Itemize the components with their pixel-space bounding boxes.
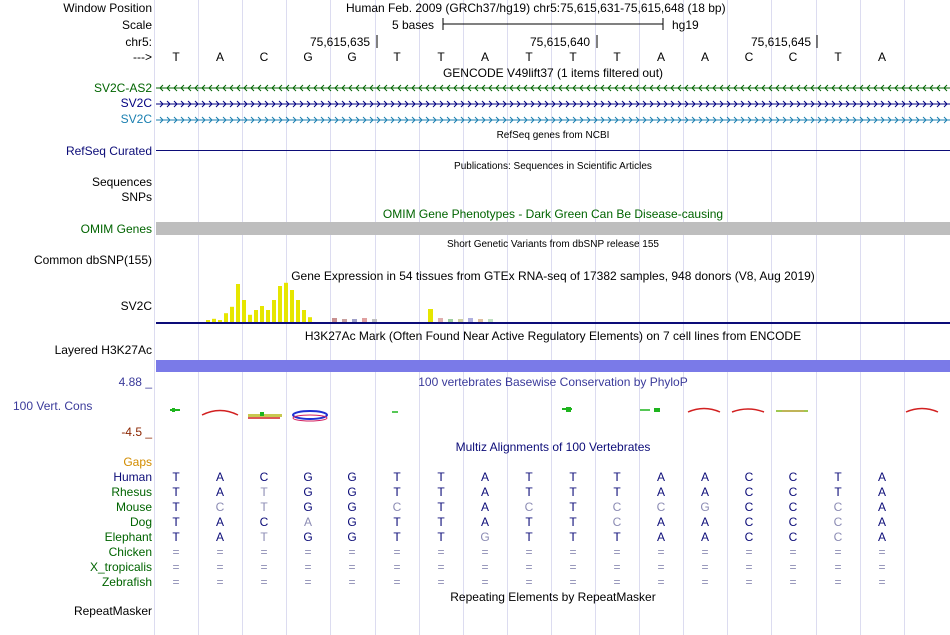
alignment-base: C <box>215 500 225 514</box>
alignment-base: A <box>700 515 709 529</box>
alignment-base: C <box>833 530 843 544</box>
alignment-base: C <box>259 515 269 529</box>
alignment-base: T <box>525 485 533 499</box>
alignment-base: = <box>525 575 533 589</box>
scale-label: Scale <box>121 18 152 32</box>
species-label[interactable]: X_tropicalis <box>89 560 152 574</box>
alignment-base: = <box>348 575 356 589</box>
gtex-title: Gene Expression in 54 tissues from GTEx RNA-seq of 17382 samples, 948 donors (V8, Aug 2019) <box>291 269 815 283</box>
alignment-base: = <box>304 560 312 574</box>
reference-base: T <box>172 50 180 64</box>
species-label[interactable]: Elephant <box>104 530 152 544</box>
alignment-base: = <box>878 545 886 559</box>
gaps-label[interactable]: Gaps <box>123 455 152 469</box>
gtex-bar-minor <box>468 318 473 322</box>
alignment-base: G <box>480 530 490 544</box>
alignment-base: C <box>744 470 754 484</box>
coord-ticks <box>0 0 950 50</box>
alignment-base: T <box>393 470 401 484</box>
alignment-base: = <box>569 545 577 559</box>
alignment-base: A <box>877 515 886 529</box>
reference-base: C <box>744 50 754 64</box>
gtex-bar <box>272 300 276 322</box>
alignment-base: C <box>612 500 622 514</box>
alignment-base: T <box>172 470 180 484</box>
alignment-base: = <box>481 575 489 589</box>
alignment-base: T <box>613 530 621 544</box>
species-label[interactable]: Chicken <box>108 545 152 559</box>
alignment-base: T <box>569 515 577 529</box>
phylop-title: 100 vertebrates Basewise Conservation by PhyloP <box>418 375 688 389</box>
reference-base: T <box>393 50 401 64</box>
phylop-max: 4.88 _ <box>118 375 152 389</box>
alignment-base: T <box>260 530 268 544</box>
alignment-base: A <box>700 485 709 499</box>
phylop-min: -4.5 _ <box>121 425 152 439</box>
alignment-base: = <box>878 575 886 589</box>
alignment-base: = <box>613 560 621 574</box>
alignment-base: A <box>656 470 665 484</box>
scale-value: 5 bases <box>392 18 435 32</box>
alignment-base: A <box>215 470 224 484</box>
alignment-base: = <box>613 575 621 589</box>
window-position-value[interactable]: Human Feb. 2009 (GRCh37/hg19) chr5:75,615,631-75,615,648 (18 bp) <box>346 1 726 15</box>
alignment-base: T <box>172 485 180 499</box>
alignment-base: = <box>789 545 797 559</box>
gtex-bar <box>218 320 222 322</box>
alignment-base: T <box>569 530 577 544</box>
alignment-base: = <box>657 575 665 589</box>
reference-base: A <box>877 50 886 64</box>
gencode-title: GENCODE V49lift37 (1 items filtered out) <box>442 66 664 80</box>
reference-base: T <box>834 50 842 64</box>
alignment-base: G <box>303 530 313 544</box>
alignment-base: = <box>481 545 489 559</box>
reference-base: C <box>259 50 269 64</box>
alignment-base: = <box>260 560 268 574</box>
alignment-base: = <box>613 545 621 559</box>
publications-sequences-label[interactable]: Sequences <box>91 175 152 189</box>
reference-base: A <box>700 50 709 64</box>
alignment-base: T <box>569 485 577 499</box>
alignment-base: = <box>348 560 356 574</box>
alignment-base: = <box>701 575 709 589</box>
gtex-bar-minor <box>362 318 367 322</box>
dbsnp-title: Short Genetic Variants from dbSNP release 155 <box>447 239 659 250</box>
gtex-bar <box>302 310 306 322</box>
gtex-bar <box>248 315 252 322</box>
omim-title: OMIM Gene Phenotypes - Dark Green Can Be Disease-causing <box>382 207 724 221</box>
alignment-base: = <box>745 575 753 589</box>
gtex-bar-minor <box>478 319 483 322</box>
omim-bar[interactable] <box>156 222 950 235</box>
alignment-base: = <box>304 575 312 589</box>
alignment-base: T <box>437 485 445 499</box>
reference-base: T <box>569 50 577 64</box>
alignment-base: = <box>481 560 489 574</box>
reference-base: T <box>613 50 621 64</box>
phylop-signal[interactable] <box>156 402 950 422</box>
alignment-base: T <box>172 500 180 514</box>
gtex-bar <box>242 300 246 322</box>
alignment-base: = <box>569 575 577 589</box>
gtex-bar <box>260 306 264 322</box>
alignment-base: T <box>613 470 621 484</box>
alignment-base: T <box>260 500 268 514</box>
gtex-bar-minor <box>352 319 357 322</box>
alignment-base: G <box>303 470 313 484</box>
reference-base: A <box>656 50 665 64</box>
reference-base: T <box>437 50 445 64</box>
alignment-base: A <box>877 485 886 499</box>
alignment-base: = <box>437 575 445 589</box>
alignment-base: A <box>480 500 489 514</box>
alignment-base: T <box>393 515 401 529</box>
alignment-base: A <box>480 515 489 529</box>
repeatmasker-label[interactable]: RepeatMasker <box>73 604 152 618</box>
alignment-base: A <box>700 530 709 544</box>
species-label[interactable]: Rhesus <box>111 485 152 499</box>
gtex-bar-minor <box>332 318 337 322</box>
gencode-item-sv2c-as2[interactable]: SV2C-AS2 <box>93 81 152 95</box>
window-position-label: Window Position <box>63 1 152 15</box>
alignment-base: T <box>613 485 621 499</box>
alignment-base: C <box>259 470 269 484</box>
alignment-base: = <box>260 575 268 589</box>
reference-base: G <box>347 50 357 64</box>
alignment-base: A <box>656 530 665 544</box>
alignment-base: C <box>744 500 754 514</box>
gtex-bar <box>308 317 312 322</box>
coord-1: 75,615,635 <box>310 35 371 49</box>
gtex-bar-minor <box>488 319 493 322</box>
alignment-base: C <box>788 470 798 484</box>
alignment-base: = <box>260 545 268 559</box>
alignment-base: G <box>347 485 357 499</box>
chrom-label: chr5: <box>125 35 152 49</box>
alignment-base: = <box>348 545 356 559</box>
gtex-bar-minor <box>438 318 443 322</box>
alignment-base: C <box>833 500 843 514</box>
alignment-base: = <box>216 560 224 574</box>
reference-base: T <box>525 50 533 64</box>
alignment-base: A <box>656 515 665 529</box>
alignment-base: A <box>877 500 886 514</box>
alignment-base: T <box>393 530 401 544</box>
gtex-bar <box>206 320 210 322</box>
scale-assembly: hg19 <box>672 18 699 32</box>
alignment-base: = <box>657 560 665 574</box>
alignment-base: T <box>834 470 842 484</box>
alignment-base: T <box>437 470 445 484</box>
h3k27ac-bar[interactable] <box>156 360 950 372</box>
alignment-base: = <box>878 560 886 574</box>
omim-label[interactable]: OMIM Genes <box>80 222 152 236</box>
publications-snps-label[interactable]: SNPs <box>121 190 152 204</box>
gtex-bar <box>224 313 228 322</box>
alignment-base: G <box>347 530 357 544</box>
gencode-gene-lines[interactable] <box>156 80 950 125</box>
alignment-base: = <box>657 545 665 559</box>
alignment-base: A <box>700 470 709 484</box>
alignment-base: G <box>347 515 357 529</box>
alignment-base: T <box>437 515 445 529</box>
alignment-base: T <box>569 500 577 514</box>
alignment-base: T <box>172 515 180 529</box>
reference-base: A <box>215 50 224 64</box>
alignment-base: = <box>172 545 180 559</box>
alignment-base: T <box>172 530 180 544</box>
alignment-base: = <box>172 575 180 589</box>
alignment-base: = <box>745 560 753 574</box>
alignment-base: = <box>789 560 797 574</box>
alignment-base: A <box>215 515 224 529</box>
gridline <box>154 0 155 635</box>
alignment-base: T <box>525 515 533 529</box>
reference-base: A <box>480 50 489 64</box>
alignment-base: A <box>656 485 665 499</box>
alignment-base: = <box>393 545 401 559</box>
alignment-base: A <box>215 485 224 499</box>
refseq-label[interactable]: RefSeq Curated <box>65 144 152 158</box>
dbsnp-label[interactable]: Common dbSNP(155) <box>33 253 152 267</box>
gtex-bar <box>284 283 288 322</box>
alignment-base: = <box>172 560 180 574</box>
alignment-base: C <box>833 515 843 529</box>
gtex-bar <box>236 284 240 322</box>
alignment-base: = <box>437 545 445 559</box>
alignment-base: T <box>260 485 268 499</box>
alignment-base: T <box>569 470 577 484</box>
gencode-item-sv2c-2[interactable]: SV2C <box>120 112 152 126</box>
alignment-base: A <box>303 515 312 529</box>
alignment-base: G <box>700 500 710 514</box>
alignment-base: C <box>524 500 534 514</box>
alignment-base: = <box>437 560 445 574</box>
gtex-bar-minor <box>428 309 433 322</box>
alignment-base: = <box>701 560 709 574</box>
alignment-base: = <box>525 560 533 574</box>
strand-arrow-label: ---> <box>133 50 152 64</box>
alignment-base: C <box>744 515 754 529</box>
coord-3: 75,615,645 <box>751 35 812 49</box>
alignment-base: = <box>789 575 797 589</box>
alignment-base: A <box>215 530 224 544</box>
alignment-base: = <box>745 545 753 559</box>
alignment-base: T <box>525 530 533 544</box>
alignment-base: G <box>347 470 357 484</box>
alignment-base: C <box>788 530 798 544</box>
h3k27ac-label[interactable]: Layered H3K27Ac <box>54 343 152 357</box>
gtex-bar <box>254 310 258 322</box>
alignment-base: = <box>216 545 224 559</box>
alignment-base: C <box>744 530 754 544</box>
alignment-base: A <box>480 485 489 499</box>
gtex-bar <box>212 319 216 322</box>
alignment-base: A <box>480 470 489 484</box>
alignment-base: C <box>656 500 666 514</box>
alignment-base: C <box>788 485 798 499</box>
alignment-base: = <box>834 575 842 589</box>
gtex-bar-minor <box>448 319 453 322</box>
alignment-base: = <box>701 545 709 559</box>
alignment-base: T <box>393 485 401 499</box>
alignment-base: = <box>393 575 401 589</box>
alignment-base: G <box>303 485 313 499</box>
gencode-item-sv2c-1[interactable]: SV2C <box>120 96 152 110</box>
alignment-base: T <box>437 530 445 544</box>
gtex-bar <box>266 310 270 322</box>
species-label[interactable]: Mouse <box>115 500 152 514</box>
alignment-base: C <box>788 500 798 514</box>
gtex-bar <box>290 290 294 322</box>
alignment-base: = <box>304 545 312 559</box>
gtex-bar-minor <box>342 319 347 322</box>
gtex-bar <box>278 286 282 322</box>
alignment-base: T <box>437 500 445 514</box>
gtex-bar <box>296 300 300 322</box>
alignment-base: G <box>347 500 357 514</box>
alignment-base: G <box>303 500 313 514</box>
refseq-line[interactable] <box>156 150 950 151</box>
multiz-title: Multiz Alignments of 100 Vertebrates <box>455 440 651 454</box>
alignment-base: = <box>393 560 401 574</box>
alignment-base: A <box>877 470 886 484</box>
species-label[interactable]: Dog <box>129 515 152 529</box>
gtex-label[interactable]: SV2C <box>120 299 152 313</box>
reference-base: C <box>788 50 798 64</box>
alignment-base: T <box>834 485 842 499</box>
alignment-base: = <box>834 545 842 559</box>
alignment-base: C <box>788 515 798 529</box>
alignment-base: C <box>392 500 402 514</box>
gtex-bar-minor <box>458 319 463 322</box>
alignment-base: A <box>877 530 886 544</box>
refseq-title: RefSeq genes from NCBI <box>496 130 610 141</box>
repeatmasker-title: Repeating Elements by RepeatMasker <box>450 590 656 604</box>
h3k27ac-title: H3K27Ac Mark (Often Found Near Active Regulatory Elements) on 7 cell lines from ENCODE <box>304 329 802 343</box>
publications-title: Publications: Sequences in Scientific Articles <box>454 161 652 172</box>
phylop-label[interactable]: 100 Vert. Cons <box>13 399 93 413</box>
alignment-base: = <box>525 545 533 559</box>
alignment-base: C <box>744 485 754 499</box>
alignment-base: = <box>569 560 577 574</box>
gtex-bar <box>230 307 234 322</box>
alignment-base: T <box>525 470 533 484</box>
reference-base: G <box>303 50 313 64</box>
alignment-base: C <box>612 515 622 529</box>
gtex-barchart[interactable] <box>156 282 950 326</box>
coord-2: 75,615,640 <box>530 35 591 49</box>
gtex-bar-minor <box>372 319 377 322</box>
species-label[interactable]: Human <box>113 470 152 484</box>
alignment-base: = <box>216 575 224 589</box>
alignment-base: = <box>834 560 842 574</box>
species-label[interactable]: Zebrafish <box>101 575 152 589</box>
